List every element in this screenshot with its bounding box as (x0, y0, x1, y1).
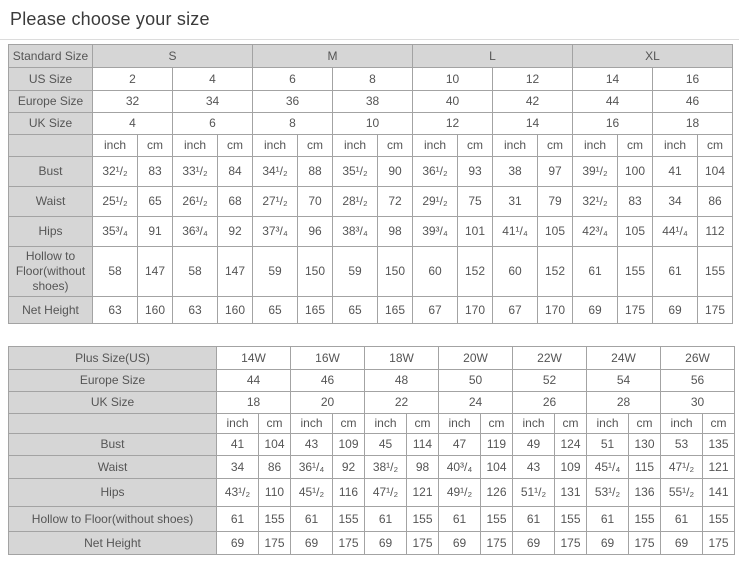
measure-cell: 65 (253, 297, 298, 324)
measure-cell: 44¹/₄ (653, 217, 698, 247)
measure-cell: 67 (413, 297, 458, 324)
size-cell: 8 (253, 113, 333, 135)
size-cell: 34 (173, 91, 253, 113)
plus-table (8, 346, 735, 555)
measure-row-net-height (9, 297, 733, 324)
measure-cell: 41 (217, 434, 259, 456)
plus-size-table-wrap (8, 346, 739, 555)
measure-cell: 37³/₄ (253, 217, 298, 247)
unit-cell-cm: cm (629, 414, 661, 434)
size-cell: 44 (573, 91, 653, 113)
size-cell: 54 (587, 370, 661, 392)
measure-cell: 41 (653, 157, 698, 187)
measure-cell: 105 (538, 217, 573, 247)
measure-cell: 100 (618, 157, 653, 187)
measure-cell: 34¹/₂ (253, 157, 298, 187)
measure-cell: 101 (458, 217, 493, 247)
measure-cell: 155 (703, 507, 735, 532)
measure-cell: 58 (173, 247, 218, 297)
unit-row-label (9, 414, 217, 434)
measure-cell: 115 (629, 456, 661, 479)
size-group-l: L (413, 45, 573, 68)
unit-cell-cm: cm (333, 414, 365, 434)
measure-cell: 150 (378, 247, 413, 297)
measure-cell: 60 (413, 247, 458, 297)
measure-row-hips (9, 479, 735, 507)
unit-cell-inch: inch (93, 135, 138, 157)
measure-cell: 35¹/₂ (333, 157, 378, 187)
size-cell: 52 (513, 370, 587, 392)
unit-cell-inch: inch (573, 135, 618, 157)
unit-cell-cm: cm (407, 414, 439, 434)
size-cell: 18 (653, 113, 733, 135)
measure-cell: 69 (573, 297, 618, 324)
measure-cell: 61 (217, 507, 259, 532)
measure-cell: 88 (298, 157, 333, 187)
measure-cell: 150 (298, 247, 333, 297)
measure-cell: 68 (218, 187, 253, 217)
measure-cell: 45 (365, 434, 407, 456)
measure-cell: 175 (629, 532, 661, 555)
size-cell: 2 (93, 68, 173, 91)
row-label-standard-size: Standard Size (9, 45, 93, 68)
measure-cell: 112 (698, 217, 733, 247)
measure-cell: 175 (555, 532, 587, 555)
measure-cell: 41¹/₄ (493, 217, 538, 247)
unit-cell-inch: inch (587, 414, 629, 434)
measure-cell: 36¹/₄ (291, 456, 333, 479)
measure-cell: 43 (513, 456, 555, 479)
measure-cell: 121 (703, 456, 735, 479)
row-label-bust: Bust (9, 157, 93, 187)
measure-cell: 35³/₄ (93, 217, 138, 247)
measure-cell: 61 (365, 507, 407, 532)
measure-cell: 155 (555, 507, 587, 532)
measure-cell: 130 (629, 434, 661, 456)
measure-cell: 93 (458, 157, 493, 187)
size-cell: 26W (661, 347, 735, 370)
measure-cell: 43¹/₂ (217, 479, 259, 507)
measure-cell: 104 (259, 434, 291, 456)
measure-cell: 136 (629, 479, 661, 507)
measure-cell: 91 (138, 217, 173, 247)
unit-cell-inch: inch (365, 414, 407, 434)
measure-cell: 63 (93, 297, 138, 324)
measure-cell: 155 (407, 507, 439, 532)
measure-cell: 83 (618, 187, 653, 217)
size-row-us-size (9, 68, 733, 91)
measure-cell: 92 (333, 456, 365, 479)
measure-cell: 36¹/₂ (413, 157, 458, 187)
size-cell: 46 (291, 370, 365, 392)
measure-cell: 67 (493, 297, 538, 324)
standard-table (8, 44, 733, 324)
measure-cell: 97 (538, 157, 573, 187)
standard-size-table-wrap (8, 44, 739, 324)
measure-cell: 165 (378, 297, 413, 324)
size-cell: 22 (365, 392, 439, 414)
unit-cell-cm: cm (555, 414, 587, 434)
row-label-hips: Hips (9, 479, 217, 507)
measure-cell: 69 (513, 532, 555, 555)
measure-cell: 90 (378, 157, 413, 187)
title-divider (0, 39, 739, 40)
measure-cell: 34 (653, 187, 698, 217)
measure-cell: 104 (698, 157, 733, 187)
size-cell: 12 (493, 68, 573, 91)
size-cell: 36 (253, 91, 333, 113)
size-cell: 18W (365, 347, 439, 370)
measure-cell: 114 (407, 434, 439, 456)
size-cell: 14 (573, 68, 653, 91)
measure-cell: 38 (493, 157, 538, 187)
measure-cell: 45¹/₂ (291, 479, 333, 507)
size-cell: 56 (661, 370, 735, 392)
measure-cell: 45¹/₄ (587, 456, 629, 479)
measure-cell: 43 (291, 434, 333, 456)
size-cell: 42 (493, 91, 573, 113)
row-label-uk-size: UK Size (9, 392, 217, 414)
measure-row-waist (9, 187, 733, 217)
measure-cell: 60 (493, 247, 538, 297)
measure-cell: 160 (138, 297, 173, 324)
measure-cell: 160 (218, 297, 253, 324)
page-title: Please choose your size (10, 9, 210, 29)
unit-cell-inch: inch (413, 135, 458, 157)
measure-cell: 109 (555, 456, 587, 479)
unit-cell-inch: inch (217, 414, 259, 434)
measure-row-waist (9, 456, 735, 479)
measure-cell: 38¹/₂ (365, 456, 407, 479)
measure-cell: 152 (538, 247, 573, 297)
measure-cell: 61 (439, 507, 481, 532)
measure-cell: 170 (538, 297, 573, 324)
unit-cell-inch: inch (173, 135, 218, 157)
measure-row-hollow-to-floor-without-shoes (9, 507, 735, 532)
row-label-net-height: Net Height (9, 297, 93, 324)
measure-cell: 61 (661, 507, 703, 532)
row-label-us-size: US Size (9, 68, 93, 91)
measure-cell: 98 (407, 456, 439, 479)
row-label-uk-size: UK Size (9, 113, 93, 135)
measure-cell: 61 (291, 507, 333, 532)
measure-cell: 33¹/₂ (173, 157, 218, 187)
measure-cell: 26¹/₂ (173, 187, 218, 217)
measure-cell: 175 (259, 532, 291, 555)
size-row-europe-size (9, 91, 733, 113)
measure-cell: 175 (407, 532, 439, 555)
size-cell: 8 (333, 68, 413, 91)
row-label-plus-size-us: Plus Size(US) (9, 347, 217, 370)
unit-cell-cm: cm (298, 135, 333, 157)
measure-cell: 135 (703, 434, 735, 456)
measure-cell: 39¹/₂ (573, 157, 618, 187)
measure-cell: 61 (587, 507, 629, 532)
measure-cell: 83 (138, 157, 173, 187)
measure-cell: 47¹/₂ (661, 456, 703, 479)
measure-cell: 53 (661, 434, 703, 456)
size-cell: 4 (93, 113, 173, 135)
measure-row-hips (9, 217, 733, 247)
measure-cell: 147 (218, 247, 253, 297)
unit-cell-inch: inch (253, 135, 298, 157)
unit-cell-cm: cm (218, 135, 253, 157)
measure-cell: 121 (407, 479, 439, 507)
size-group-xl: XL (573, 45, 733, 68)
size-cell: 6 (173, 113, 253, 135)
size-cell: 14W (217, 347, 291, 370)
measure-cell: 175 (698, 297, 733, 324)
unit-cell-cm: cm (481, 414, 513, 434)
measure-cell: 61 (513, 507, 555, 532)
measure-cell: 40³/₄ (439, 456, 481, 479)
measure-cell: 51 (587, 434, 629, 456)
measure-cell: 27¹/₂ (253, 187, 298, 217)
measure-cell: 92 (218, 217, 253, 247)
size-cell: 40 (413, 91, 493, 113)
size-row-europe-size (9, 370, 735, 392)
measure-cell: 55¹/₂ (661, 479, 703, 507)
measure-cell: 141 (703, 479, 735, 507)
measure-cell: 69 (439, 532, 481, 555)
measure-cell: 59 (253, 247, 298, 297)
measure-row-bust (9, 434, 735, 456)
measure-cell: 69 (217, 532, 259, 555)
measure-cell: 104 (481, 456, 513, 479)
measure-cell: 124 (555, 434, 587, 456)
measure-cell: 155 (698, 247, 733, 297)
group-header-row (9, 45, 733, 68)
measure-cell: 131 (555, 479, 587, 507)
measure-cell: 175 (333, 532, 365, 555)
unit-cell-cm: cm (259, 414, 291, 434)
measure-cell: 155 (333, 507, 365, 532)
size-cell: 44 (217, 370, 291, 392)
row-label-hips: Hips (9, 217, 93, 247)
size-group-m: M (253, 45, 413, 68)
measure-cell: 165 (298, 297, 333, 324)
measure-cell: 69 (587, 532, 629, 555)
row-label-waist: Waist (9, 456, 217, 479)
size-cell: 16 (573, 113, 653, 135)
measure-cell: 70 (298, 187, 333, 217)
measure-cell: 116 (333, 479, 365, 507)
measure-cell: 39³/₄ (413, 217, 458, 247)
size-cell: 20W (439, 347, 513, 370)
size-cell: 46 (653, 91, 733, 113)
measure-cell: 47 (439, 434, 481, 456)
size-cell: 32 (93, 91, 173, 113)
unit-row (9, 414, 735, 434)
size-cell: 16W (291, 347, 365, 370)
measure-cell: 147 (138, 247, 173, 297)
measure-cell: 32¹/₂ (93, 157, 138, 187)
size-cell: 20 (291, 392, 365, 414)
measure-cell: 86 (698, 187, 733, 217)
measure-cell: 155 (629, 507, 661, 532)
size-cell: 26 (513, 392, 587, 414)
measure-cell: 152 (458, 247, 493, 297)
size-cell: 24 (439, 392, 513, 414)
measure-cell: 84 (218, 157, 253, 187)
size-cell: 6 (253, 68, 333, 91)
measure-row-hollow-to-floor-without-shoes (9, 247, 733, 297)
measure-cell: 25¹/₂ (93, 187, 138, 217)
measure-cell: 28¹/₂ (333, 187, 378, 217)
unit-cell-cm: cm (458, 135, 493, 157)
measure-cell: 47¹/₂ (365, 479, 407, 507)
measure-cell: 86 (259, 456, 291, 479)
size-group-s: S (93, 45, 253, 68)
size-cell: 4 (173, 68, 253, 91)
row-label-waist: Waist (9, 187, 93, 217)
unit-cell-inch: inch (291, 414, 333, 434)
measure-cell: 105 (618, 217, 653, 247)
size-cell: 24W (587, 347, 661, 370)
row-label-bust: Bust (9, 434, 217, 456)
measure-cell: 69 (661, 532, 703, 555)
measure-cell: 32¹/₂ (573, 187, 618, 217)
measure-cell: 36³/₄ (173, 217, 218, 247)
measure-cell: 63 (173, 297, 218, 324)
measure-cell: 98 (378, 217, 413, 247)
unit-cell-inch: inch (439, 414, 481, 434)
unit-cell-cm: cm (138, 135, 173, 157)
unit-cell-inch: inch (661, 414, 703, 434)
unit-cell-inch: inch (333, 135, 378, 157)
unit-cell-cm: cm (703, 414, 735, 434)
unit-cell-inch: inch (513, 414, 555, 434)
measure-cell: 175 (481, 532, 513, 555)
measure-cell: 69 (291, 532, 333, 555)
measure-cell: 58 (93, 247, 138, 297)
size-cell: 22W (513, 347, 587, 370)
measure-cell: 155 (259, 507, 291, 532)
measure-cell: 65 (138, 187, 173, 217)
measure-cell: 59 (333, 247, 378, 297)
measure-cell: 155 (481, 507, 513, 532)
measure-cell: 69 (365, 532, 407, 555)
measure-cell: 42³/₄ (573, 217, 618, 247)
measure-cell: 51¹/₂ (513, 479, 555, 507)
size-row-uk-size (9, 392, 735, 414)
size-row-uk-size (9, 113, 733, 135)
measure-cell: 96 (298, 217, 333, 247)
size-cell: 10 (413, 68, 493, 91)
row-label-europe-size: Europe Size (9, 91, 93, 113)
measure-cell: 61 (653, 247, 698, 297)
measure-cell: 65 (333, 297, 378, 324)
measure-row-bust (9, 157, 733, 187)
measure-cell: 49¹/₂ (439, 479, 481, 507)
measure-cell: 61 (573, 247, 618, 297)
row-label-europe-size: Europe Size (9, 370, 217, 392)
unit-cell-cm: cm (698, 135, 733, 157)
unit-row-label (9, 135, 93, 157)
unit-cell-inch: inch (493, 135, 538, 157)
measure-cell: 49 (513, 434, 555, 456)
measure-cell: 119 (481, 434, 513, 456)
measure-cell: 29¹/₂ (413, 187, 458, 217)
size-cell: 12 (413, 113, 493, 135)
row-label-net-height: Net Height (9, 532, 217, 555)
unit-cell-cm: cm (538, 135, 573, 157)
measure-cell: 110 (259, 479, 291, 507)
measure-cell: 175 (703, 532, 735, 555)
size-cell: 28 (587, 392, 661, 414)
measure-row-net-height (9, 532, 735, 555)
size-cell: 48 (365, 370, 439, 392)
unit-row (9, 135, 733, 157)
size-row-plus-size-us (9, 347, 735, 370)
measure-cell: 69 (653, 297, 698, 324)
unit-cell-inch: inch (653, 135, 698, 157)
size-cell: 50 (439, 370, 513, 392)
size-cell: 14 (493, 113, 573, 135)
measure-cell: 75 (458, 187, 493, 217)
size-cell: 18 (217, 392, 291, 414)
size-cell: 10 (333, 113, 413, 135)
measure-cell: 38³/₄ (333, 217, 378, 247)
measure-cell: 170 (458, 297, 493, 324)
size-cell: 16 (653, 68, 733, 91)
unit-cell-cm: cm (618, 135, 653, 157)
measure-cell: 72 (378, 187, 413, 217)
size-cell: 38 (333, 91, 413, 113)
row-label-hollow-to-floor-without-shoes: Hollow to Floor(without shoes) (9, 507, 217, 532)
measure-cell: 109 (333, 434, 365, 456)
size-cell: 30 (661, 392, 735, 414)
measure-cell: 79 (538, 187, 573, 217)
measure-cell: 175 (618, 297, 653, 324)
measure-cell: 126 (481, 479, 513, 507)
unit-cell-cm: cm (378, 135, 413, 157)
measure-cell: 53¹/₂ (587, 479, 629, 507)
measure-cell: 34 (217, 456, 259, 479)
row-label-hollow-to-floor-without-shoes: Hollow to Floor(without shoes) (9, 247, 93, 297)
measure-cell: 155 (618, 247, 653, 297)
measure-cell: 31 (493, 187, 538, 217)
